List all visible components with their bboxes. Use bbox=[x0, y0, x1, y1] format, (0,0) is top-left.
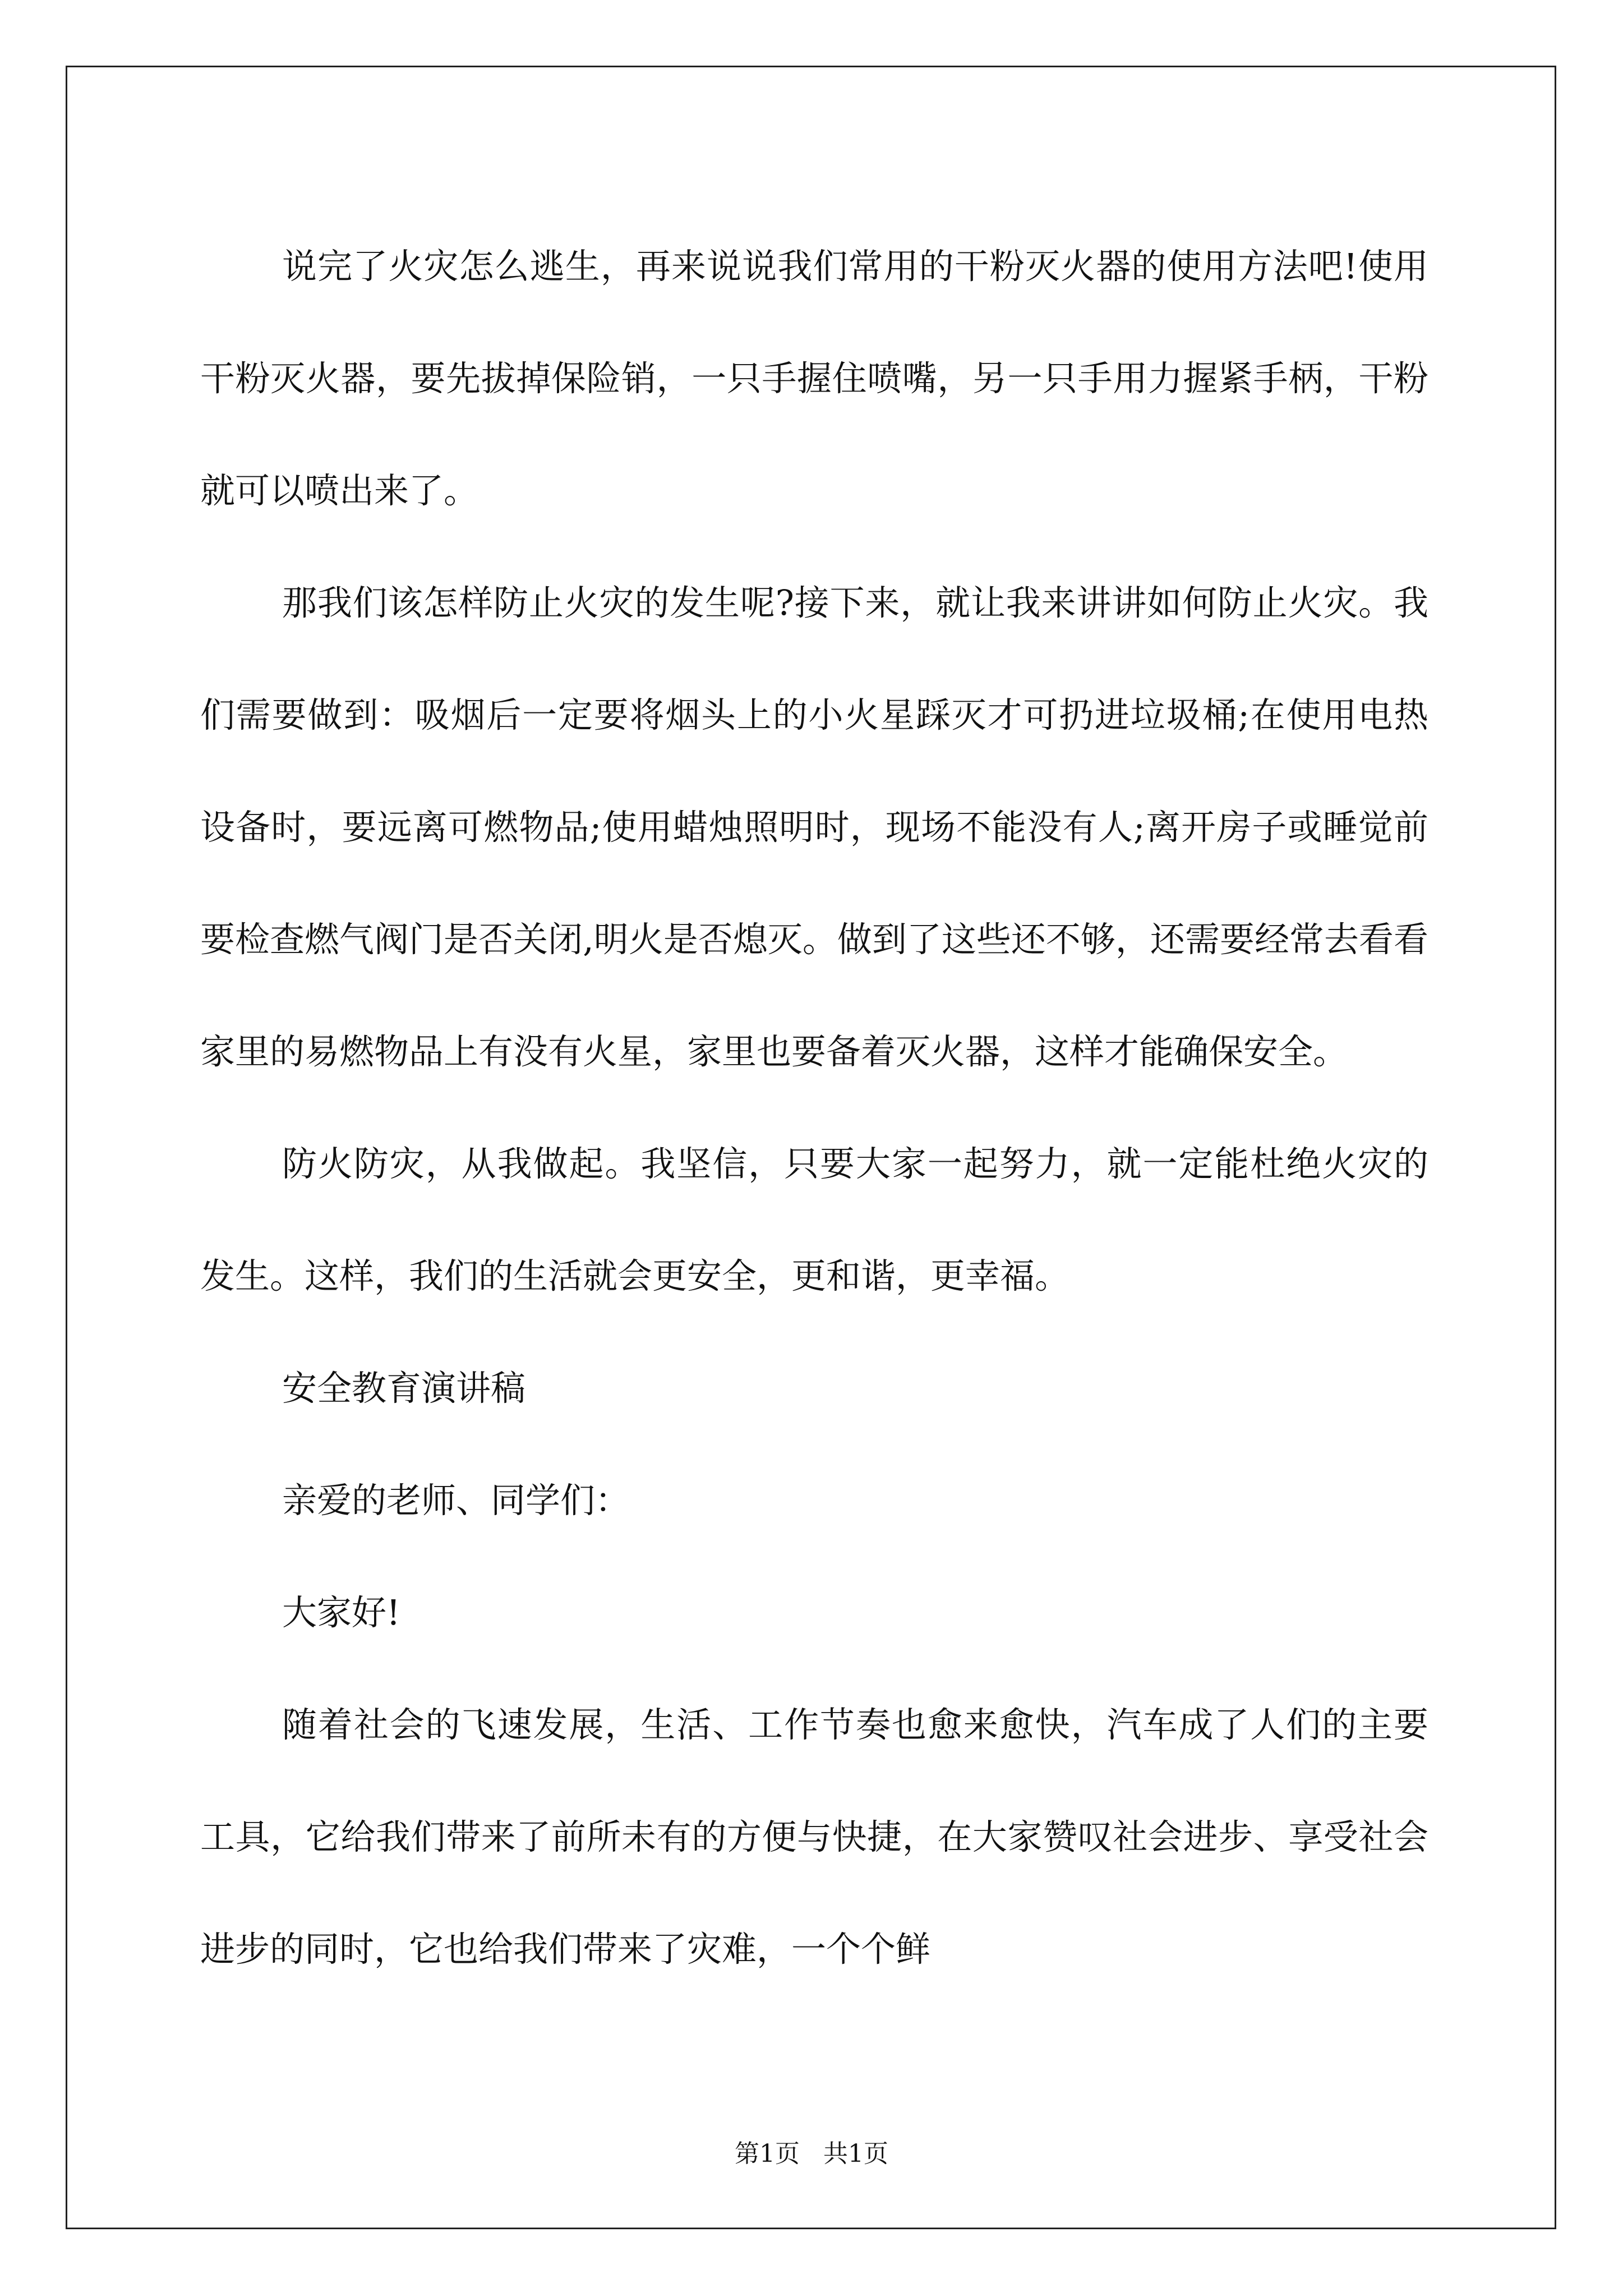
paragraph-traffic-safety: 随着社会的飞速发展，生活、工作节奏也愈来愈快，汽车成了人们的主要工具，它给我们带来了前所未有的方便与快捷，在大家赞叹社会进步、享受社会进步的同时，它也给我们带来了灾难，一个个鲜 bbox=[200, 1704, 1428, 1970]
salutation: 亲爱的老师、同学们： bbox=[282, 1480, 630, 1521]
page-total: 共1页 bbox=[823, 2139, 888, 2168]
paragraph-fire-prevention: 那我们该怎样防止火灾的发生呢?接下来，就让我来讲讲如何防止火灾。我们需要做到：吸烟后一定要将烟头上的小火星踩灭才可扔进垃圾桶;在使用电热设备时，要远离可燃物品;使用蜡烛照明时，现场不能没有人;离开房子或睡觉前要检查燃气阀门是否关闭,明火是否熄灭。做到了这些还不够，还需要经常去看看家里的易燃物品上有没有火星，家里也要备着灭火器，这样才能确保安全。 bbox=[200, 582, 1428, 1072]
page-number: 第1页 bbox=[735, 2139, 800, 2168]
paragraph-fire-extinguisher: 说完了火灾怎么逃生，再来说说我们常用的干粉灭火器的使用方法吧!使用干粉灭火器，要先拔掉保险销，一只手握住喷嘴，另一只手用力握紧手柄，干粉就可以喷出来了。 bbox=[200, 246, 1428, 511]
speech-title: 安全教育演讲稿 bbox=[282, 1368, 526, 1409]
document-body bbox=[200, 210, 1428, 2005]
paragraph-conclusion: 防火防灾，从我做起。我坚信，只要大家一起努力，就一定能杜绝火灾的发生。这样，我们的生活就会更安全，更和谐，更幸福。 bbox=[200, 1143, 1428, 1296]
page-footer bbox=[0, 2137, 1623, 2171]
greeting: 大家好! bbox=[282, 1592, 400, 1633]
